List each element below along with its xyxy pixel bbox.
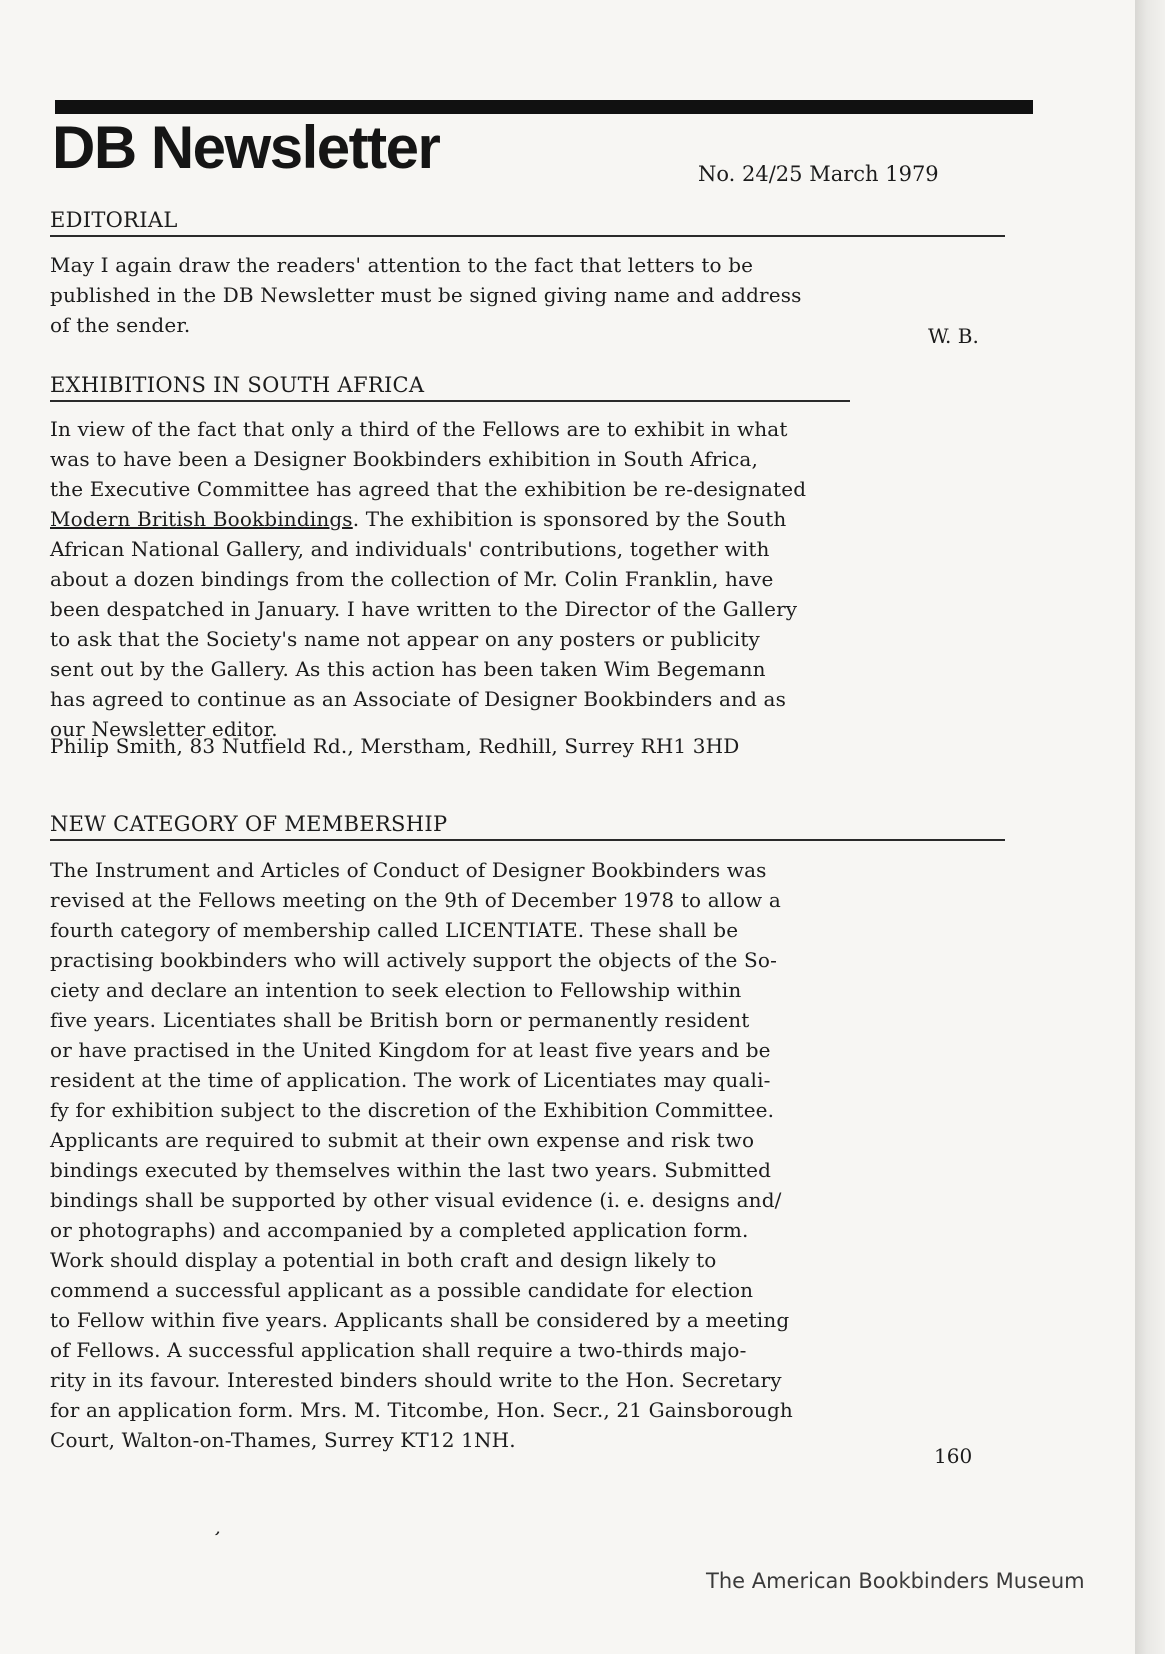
exhibition-title: Modern British Bookbindings (50, 507, 353, 531)
editorial-body (50, 250, 1050, 340)
text-line: to Fellow within five years. Applicants shall be considered by a meeting (50, 1308, 790, 1332)
text-line: or photographs) and accompanied by a completed application form. (50, 1218, 749, 1242)
text-line: ciety and declare an intention to seek election to Fellowship within (50, 978, 742, 1002)
text-line: our Newsletter editor. (50, 717, 278, 741)
text-line: fy for exhibition subject to the discretion of the Exhibition Committee. (50, 1098, 775, 1122)
text-line: of Fellows. A successful application shall require a two-thirds majo- (50, 1338, 747, 1362)
text-line: resident at the time of application. The work of Licentiates may quali- (50, 1068, 771, 1092)
museum-watermark: The American Bookbinders Museum (706, 1569, 1085, 1593)
text-line: was to have been a Designer Bookbinders exhibition in South Africa, (50, 447, 758, 471)
text-line: fourth category of membership called LICENTIATE. These shall be (50, 918, 739, 942)
editorial-signature: W. B. (928, 324, 979, 348)
text-line: rity in its favour. Interested binders should write to the Hon. Secretary (50, 1368, 782, 1392)
text-line: commend a successful applicant as a possible candidate for election (50, 1278, 754, 1302)
page-number: 160 (934, 1444, 973, 1468)
text-line: The Instrument and Articles of Conduct of Designer Bookbinders was (50, 858, 767, 882)
text-line: Work should display a potential in both craft and design likely to (50, 1248, 717, 1272)
text-line: been despatched in January. I have written to the Director of the Gallery (50, 597, 798, 621)
text-line: revised at the Fellows meeting on the 9th of December 1978 to allow a (50, 888, 781, 912)
exhibitions-heading: EXHIBITIONS IN SOUTH AFRICA (50, 371, 850, 402)
page-edge (1135, 0, 1165, 1654)
text-line: sent out by the Gallery. As this action has been taken Wim Begemann (50, 657, 766, 681)
text-line: published in the DB Newsletter must be signed giving name and address (50, 283, 802, 307)
text-line: about a dozen bindings from the collection of Mr. Colin Franklin, have (50, 567, 774, 591)
membership-heading: NEW CATEGORY OF MEMBERSHIP (50, 810, 1005, 841)
contact-address: Philip Smith, 83 Nutfield Rd., Merstham, Redhill, Surrey RH1 3HD (50, 734, 740, 758)
text-line: Court, Walton-on-Thames, Surrey KT12 1NH. (50, 1428, 516, 1452)
text-line: for an application form. Mrs. M. Titcombe, Hon. Secr., 21 Gainsborough (50, 1398, 793, 1422)
text-line: practising bookbinders who will actively support the objects of the So- (50, 948, 777, 972)
text-line: bindings shall be supported by other visual evidence (i. e. designs and/ (50, 1188, 782, 1212)
text-line: or have practised in the United Kingdom for at least five years and be (50, 1038, 771, 1062)
issue-date: No. 24/25 March 1979 (698, 162, 939, 186)
text-line: has agreed to continue as an Associate of Designer Bookbinders and as (50, 687, 787, 711)
membership-body (50, 855, 1050, 1455)
text-line: African National Gallery, and individuals' contributions, together with (50, 537, 770, 561)
text-line: of the sender. (50, 313, 191, 337)
exhibitions-body (50, 414, 1050, 744)
masthead-rule (55, 100, 1033, 114)
text-line: five years. Licentiates shall be British born or permanently resident (50, 1008, 750, 1032)
text-fragment: . The exhibition is sponsored by the South (352, 507, 787, 531)
masthead-title: DB Newsletter (52, 114, 440, 181)
text-line: In view of the fact that only a third of the Fellows are to exhibit in what (50, 417, 788, 441)
text-line: May I again draw the readers' attention to the fact that letters to be (50, 253, 754, 277)
text-line (50, 504, 1050, 534)
editorial-heading: EDITORIAL (50, 206, 1005, 237)
pen-mark: ʼ (208, 1527, 222, 1550)
text-line: Applicants are required to submit at their own expense and risk two (50, 1128, 755, 1152)
text-line: to ask that the Society's name not appear on any posters or publicity (50, 627, 760, 651)
text-line: the Executive Committee has agreed that the exhibition be re-designated (50, 477, 807, 501)
text-line: bindings executed by themselves within the last two years. Submitted (50, 1158, 772, 1182)
